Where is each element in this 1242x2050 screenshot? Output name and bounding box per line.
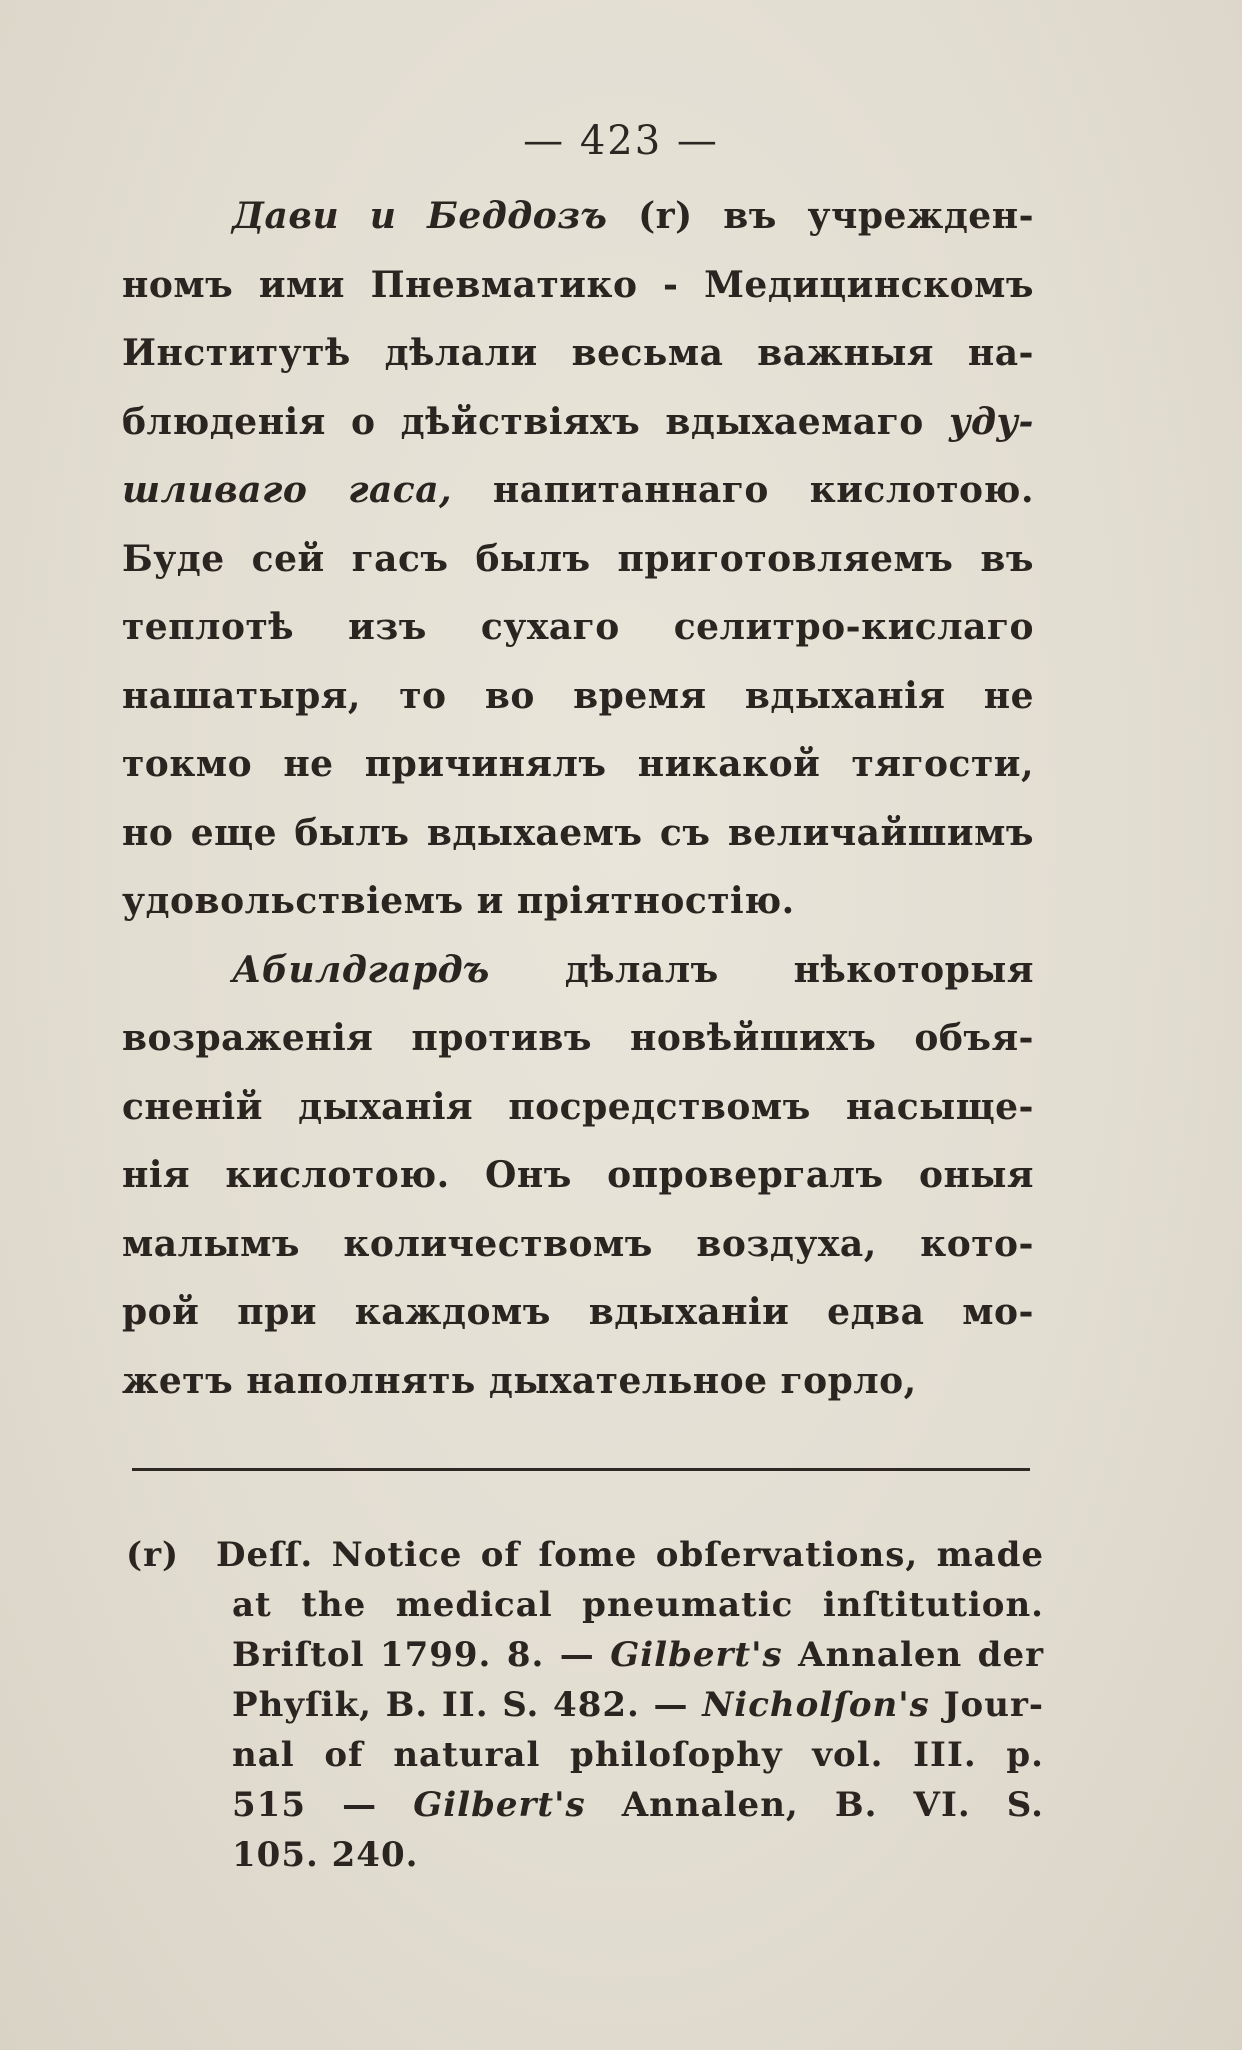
text-segment: Институтѣ дѣлали весьма важныя на-	[122, 332, 1034, 374]
text-line	[122, 593, 1034, 662]
text-segment: Дави и Беддозъ	[232, 195, 608, 237]
text-segment: Gilbert's	[413, 1785, 586, 1825]
text-segment: сненій дыханія посредствомъ насыще-	[122, 1085, 1034, 1128]
paragraph-1	[122, 182, 1034, 936]
text-line	[122, 388, 1034, 457]
footnote-marker: (r)	[126, 1535, 180, 1575]
text-segment: дѣлалъ нѣкоторыя	[489, 948, 1034, 991]
text-line	[122, 1141, 1034, 1210]
text-segment: Briſtol 1799. 8. —	[232, 1635, 611, 1675]
text-segment: жетъ наполнять дыхательное горло,	[122, 1359, 917, 1402]
text-segment: Абилдгардъ	[232, 948, 490, 991]
footnote-divider	[132, 1468, 1030, 1471]
text-line	[122, 1210, 1034, 1279]
text-line	[122, 1347, 1034, 1416]
text-segment: но еще былъ вдыхаемъ съ величайшимъ	[122, 811, 1034, 854]
text-segment: теплотѣ изъ сухаго селитро-кислаго	[122, 606, 1034, 648]
text-line	[122, 799, 1034, 868]
text-segment: Jour-	[929, 1685, 1044, 1725]
text-segment: малымъ количествомъ воздуха, кото-	[122, 1222, 1034, 1265]
text-line	[122, 319, 1034, 388]
text-segment: at the medical pneumatic inſtitution.	[232, 1585, 1044, 1625]
text-segment: nal of natural philoſophy vol. III. p.	[232, 1735, 1044, 1775]
text-segment: (r) въ учрежден-	[607, 195, 1035, 237]
text-line	[122, 1278, 1034, 1347]
footnote-line	[126, 1530, 1044, 1580]
text-segment: Phyſik, B. II. S. 482. —	[232, 1685, 703, 1725]
text-segment: Deſſ. Notice of ſome obſervations, made	[216, 1535, 1044, 1575]
page-number: — 423 —	[523, 118, 719, 164]
text-segment: 105. 240.	[232, 1835, 419, 1875]
text-line	[122, 867, 1034, 936]
text-segment: удовольствіемъ и пріятностію.	[122, 880, 795, 922]
footnote-line	[126, 1580, 1044, 1630]
footnote-line	[126, 1780, 1044, 1830]
text-line	[122, 1073, 1034, 1142]
text-segment: напитаннаго кислотою.	[452, 469, 1035, 511]
text-segment: Annalen der	[782, 1635, 1044, 1675]
text-segment: нашатыря, то во время вдыханія не	[122, 674, 1034, 717]
text-line	[122, 936, 1034, 1005]
text-segment: номъ ими Пневматико - Медицинскомъ	[122, 263, 1034, 306]
text-segment: Nicholſon's	[702, 1685, 930, 1725]
text-segment: Annalen, B. VI. S.	[585, 1785, 1044, 1825]
footnote	[126, 1530, 1044, 1880]
paragraph-2	[122, 936, 1034, 1416]
text-segment: рой при каждомъ вдыханіи едва мо-	[122, 1291, 1034, 1333]
text-line	[122, 182, 1034, 251]
text-segment: блюденія о дѣйствіяхъ вдыхаемаго	[122, 400, 949, 443]
text-segment: токмо не причинялъ никакой тягости,	[122, 743, 1034, 785]
footnote-line	[126, 1630, 1044, 1680]
body-text	[122, 182, 1034, 1415]
text-line	[122, 662, 1034, 731]
text-segment: нія кислотою. Онъ опровергалъ оныя	[122, 1154, 1034, 1196]
footnote-line	[126, 1830, 1044, 1880]
text-segment: Буде сей гасъ былъ приготовляемъ въ	[122, 537, 1034, 580]
text-line	[122, 456, 1034, 525]
text-line	[122, 730, 1034, 799]
text-line	[122, 525, 1034, 594]
text-segment: Gilbert's	[610, 1635, 783, 1675]
text-segment: возраженія противъ новѣйшихъ объя-	[122, 1017, 1034, 1059]
footnote-line	[126, 1680, 1044, 1730]
footnote-line	[126, 1730, 1044, 1780]
text-line	[122, 1004, 1034, 1073]
text-segment: 515 —	[232, 1785, 414, 1825]
text-segment: шливаго гаса,	[122, 469, 453, 511]
text-line	[122, 251, 1034, 320]
text-segment: уду-	[948, 400, 1034, 443]
